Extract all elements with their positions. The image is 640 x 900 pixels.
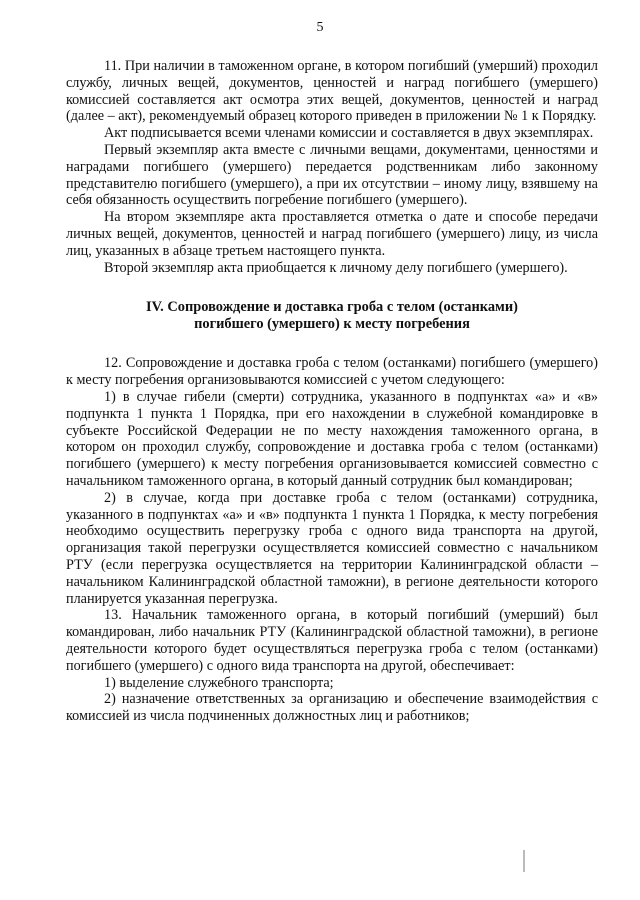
paragraph-act-signing: Акт подписывается всеми членами комиссии и составляется в двух экземплярах. [104, 125, 594, 142]
paragraph-11: 11. При наличии в таможенном органе, в котором погибший (умерший) проходил службу, личных вещей, документов, ценностей и наград погибшего (умершего) комиссией составляется акт осмотра этих вещей, документов, ценностей и наград (далее – акт), рекомендуемый образец которого приведен в приложении № 1 к Порядку. [66, 58, 598, 125]
paragraph-first-copy: Первый экземпляр акта вместе с личными вещами, документами, ценностями и наградами погибшего (умершего) передается родственникам либо законному представителю погибшего (умершего), а при их отсутствии – иному лицу, взявшему на себя обязанность осуществить погребение погибшего (умершего). [66, 141, 598, 209]
paragraph-13: 13. Начальник таможенного органа, в который погибший (умерший) был командирован, либо начальник РТУ (Калининградской областной таможни), в регионе деятельности которого будет осуществляться перегрузка гроба с телом (останками) погибшего (умершего) с одного вида транспорта на другой, обеспечивает: [66, 607, 598, 674]
paragraph-12-item-1: 1) в случае гибели (смерти) сотрудника, указанного в подпунктах «а» и «в» подпункта 1 пункта 1 Порядка, при его нахождении в служебной командировке в субъекте Российской Федерации не по месту нахождения таможенного органа, в котором он проходил службу, сопровождение и доставка гроба с телом (останками) погибшего (умершего) к месту погребения организовывается комиссией совместно с начальником таможенного органа, в который данный сотрудник был командирован; [66, 388, 598, 489]
paragraph-13-item-2: 2) назначение ответственных за организацию и обеспечение взаимодействия с комиссией из числа подчиненных должностных лиц и работников; [66, 691, 598, 725]
scan-artifact-mark [523, 850, 525, 872]
paragraph-12-item-2: 2) в случае, когда при доставке гроба с телом (останками) сотрудника, указанного в подпунктах «а» и «в» подпункта 1 пункта 1 Порядка, к месту погребения необходимо осуществить перегрузку гроба с одного вида транспорта на другой, организация такой перегрузки осуществляется комиссией совместно с начальником РТУ (если перегрузка осуществляется на территории Калининградской области – начальником Калининградской областной таможни), в регионе деятельности которого планируется указанная перегрузка. [66, 489, 598, 607]
paragraph-13-item-1: 1) выделение служебного транспорта; [104, 674, 334, 691]
document-body [66, 58, 598, 725]
paragraph-second-copy-file: Второй экземпляр акта приобщается к личному делу погибшего (умершего). [104, 259, 568, 276]
page-number: 5 [316, 20, 324, 35]
paragraph-second-copy-mark: На втором экземпляре акта проставляется отметка о дате и способе передачи личных вещей, документов, ценностей и наград погибшего (умершего) лицу, из числа лиц, указанных в абзаце третьем настоящего пункта. [66, 209, 598, 259]
section-heading-line1: IV. Сопровождение и доставка гроба с телом (останками) [146, 299, 518, 316]
section-heading-line2: погибшего (умершего) к месту погребения [194, 316, 470, 333]
section-heading [66, 299, 598, 333]
paragraph-12: 12. Сопровождение и доставка гроба с телом (останками) погибшего (умершего) к месту погребения организовываются комиссией с учетом следующего: [66, 355, 598, 389]
